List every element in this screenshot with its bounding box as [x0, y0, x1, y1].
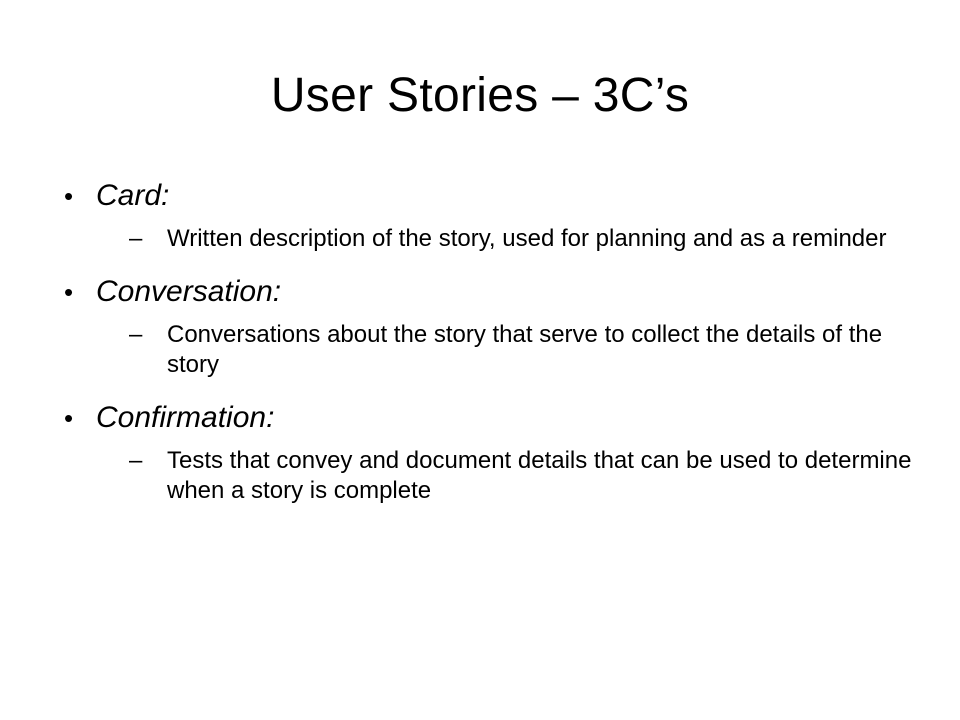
dash-icon: – — [129, 447, 143, 474]
bullet-icon: • — [64, 403, 74, 433]
slide-title: User Stories – 3C’s — [270, 69, 690, 122]
bullet-icon: • — [64, 277, 74, 307]
bullet-card — [62, 174, 922, 218]
sub-bullet-confirmation — [129, 446, 927, 506]
bullet-label-conversation: Conversation: — [96, 275, 282, 308]
dash-icon: – — [129, 321, 143, 348]
sub-bullet-text-card: Written description of the story, used for planning and as a reminder — [167, 225, 887, 252]
bullet-label-card: Card: — [96, 179, 170, 212]
bullet-conversation — [62, 270, 922, 314]
bullet-label-confirmation: Confirmation: — [96, 401, 275, 434]
bullet-confirmation — [62, 396, 922, 440]
sub-bullet-conversation — [129, 320, 927, 380]
sub-bullet-text-conversation: Conversations about the story that serve to collect the details of the story — [167, 321, 883, 378]
sub-bullet-card — [129, 224, 927, 254]
slide-body — [62, 174, 922, 522]
bullet-icon: • — [64, 181, 74, 211]
sub-bullet-text-confirmation: Tests that convey and document details that can be used to determine when a story is complete — [167, 447, 912, 504]
dash-icon: – — [129, 225, 143, 252]
